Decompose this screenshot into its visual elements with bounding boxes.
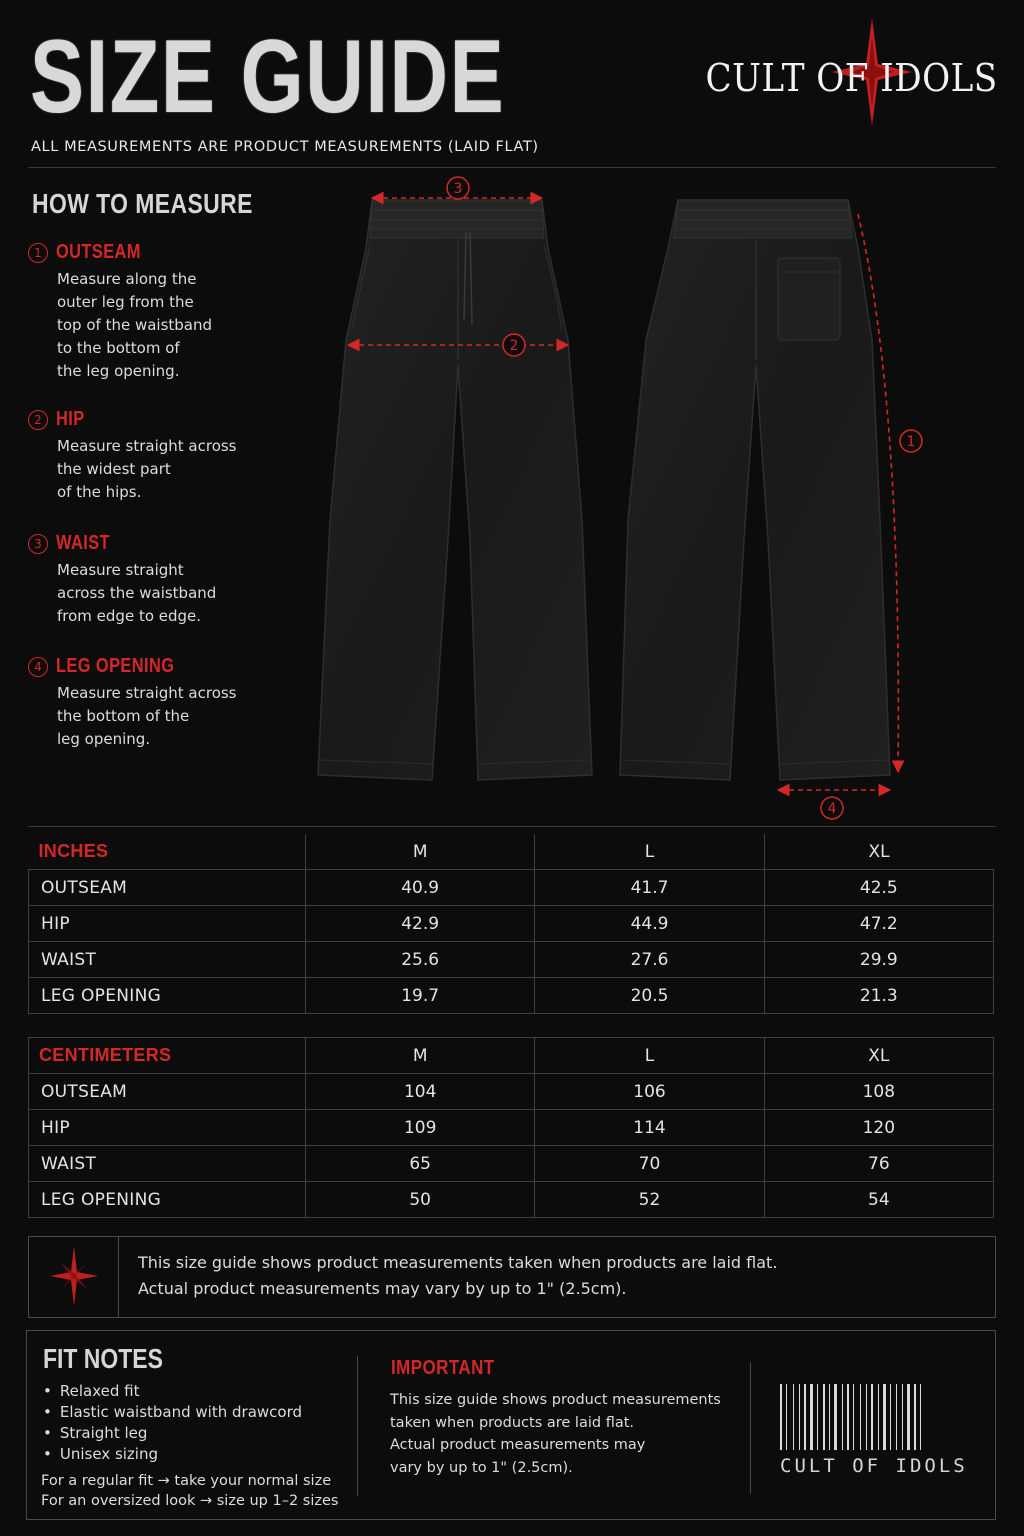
page-title: SIZE GUIDE — [30, 19, 506, 135]
table-cell: 76 — [764, 1146, 993, 1182]
step-number-badge: 1 — [28, 243, 48, 263]
barcode-bar — [878, 1384, 879, 1450]
barcode-bar — [799, 1384, 800, 1450]
table-row — [29, 906, 994, 942]
step-title: OUTSEAM — [56, 241, 141, 263]
section-divider — [357, 1356, 358, 1496]
step-waist-description — [57, 559, 247, 628]
description-line: Measure straight across — [57, 684, 237, 702]
row-label: HIP — [29, 906, 306, 942]
barcode-bar — [847, 1384, 849, 1450]
row-label: OUTSEAM — [29, 870, 306, 906]
page-subtitle: ALL MEASUREMENTS ARE PRODUCT MEASUREMENTS (LAID FLAT) — [31, 139, 539, 155]
list-item: • Relaxed fit — [43, 1381, 302, 1402]
description-line: outer leg from the — [57, 293, 194, 311]
table-cell: 47.2 — [764, 906, 993, 942]
table-cell: 70 — [535, 1146, 764, 1182]
barcode-bar — [920, 1384, 921, 1450]
important-title: IMPORTANT — [391, 1357, 495, 1379]
table-cell: 42.5 — [764, 870, 993, 906]
notice-text — [138, 1250, 777, 1302]
step-title: HIP — [56, 408, 85, 430]
barcode-bar — [817, 1384, 818, 1450]
barcode-bar — [896, 1384, 897, 1450]
how-to-measure-title: HOW TO MEASURE — [32, 188, 253, 219]
barcode-bar — [810, 1384, 813, 1450]
table-cell: 54 — [764, 1182, 993, 1218]
centimeters-size-table — [28, 1037, 994, 1218]
barcode-bar — [793, 1384, 794, 1450]
unit-label-centimeters: CENTIMETERS — [29, 1038, 306, 1074]
table-row — [29, 1110, 994, 1146]
table-row — [29, 870, 994, 906]
barcode-bar — [914, 1384, 916, 1450]
important-line: This size guide shows product measurements — [390, 1392, 721, 1408]
unit-label-inches: INCHES — [29, 834, 306, 870]
important-line: Actual product measurements may — [390, 1437, 646, 1453]
table-cell: 21.3 — [764, 978, 993, 1014]
row-label: LEG OPENING — [29, 1182, 306, 1218]
notice-line: Actual product measurements may vary by up to 1" (2.5cm). — [138, 1279, 627, 1298]
row-label: WAIST — [29, 1146, 306, 1182]
step-title: LEG OPENING — [56, 655, 175, 677]
table-cell: 44.9 — [535, 906, 764, 942]
barcode-bar — [804, 1384, 806, 1450]
list-item: • Elastic waistband with drawcord — [43, 1402, 302, 1423]
table-cell: 40.9 — [306, 870, 535, 906]
description-line: the widest part — [57, 460, 171, 478]
notice-line: This size guide shows product measurements taken when products are laid flat. — [138, 1253, 778, 1272]
description-line: of the hips. — [57, 483, 142, 501]
description-line: top of the waistband — [57, 316, 213, 334]
brand-logo: CULT OF IDOLS — [705, 56, 998, 100]
size-header-l: L — [535, 1038, 764, 1074]
pants-back-view — [620, 200, 890, 780]
table-cell: 52 — [535, 1182, 764, 1218]
step-outseam-heading — [28, 241, 160, 264]
barcode-graphic — [780, 1384, 968, 1450]
barcode-label: CULT OF IDOLS — [780, 1455, 968, 1477]
table-cell: 114 — [535, 1110, 764, 1146]
description-line: Measure along the — [57, 270, 197, 288]
table-cell: 65 — [306, 1146, 535, 1182]
table-cell: 120 — [764, 1110, 993, 1146]
table-cell: 27.6 — [535, 942, 764, 978]
barcode-bar — [860, 1384, 861, 1450]
description-line: the bottom of the — [57, 707, 190, 725]
size-header-l: L — [535, 834, 764, 870]
row-label: HIP — [29, 1110, 306, 1146]
barcode-bar — [907, 1384, 910, 1450]
header-divider — [28, 167, 996, 168]
garment-diagram — [300, 170, 940, 830]
step-title: WAIST — [56, 532, 110, 554]
description-line: from edge to edge. — [57, 607, 202, 625]
description-line: across the waistband — [57, 584, 217, 602]
table-cell: 29.9 — [764, 942, 993, 978]
marker-2-label: 2 — [509, 338, 519, 354]
list-item: • Unisex sizing — [43, 1444, 302, 1465]
barcode-bar — [871, 1384, 873, 1450]
fit-tip-regular: For a regular fit → take your normal size — [41, 1473, 332, 1489]
step-number-badge: 2 — [28, 410, 48, 430]
description-line: the leg opening. — [57, 362, 180, 380]
description-line: Measure straight across — [57, 437, 237, 455]
description-line: to the bottom of — [57, 339, 180, 357]
important-line: taken when products are laid flat. — [390, 1414, 635, 1431]
star-icon — [50, 1246, 98, 1306]
barcode-bar — [883, 1384, 886, 1450]
step-leg-opening-heading — [28, 655, 200, 678]
table-cell: 104 — [306, 1074, 535, 1110]
table-cell: 109 — [306, 1110, 535, 1146]
figure-divider — [28, 826, 996, 827]
list-item: • Straight leg — [43, 1423, 302, 1444]
marker-4-label: 4 — [827, 801, 837, 817]
barcode-bar — [786, 1384, 787, 1450]
row-label: LEG OPENING — [29, 978, 306, 1014]
size-header-xl: XL — [764, 1038, 993, 1074]
step-number-badge: 3 — [28, 534, 48, 554]
section-divider — [750, 1362, 751, 1494]
step-leg-opening-description — [57, 682, 247, 751]
notice-divider — [118, 1236, 119, 1318]
barcode-bar — [866, 1384, 867, 1450]
table-header-row — [29, 834, 994, 870]
step-hip-heading — [28, 408, 91, 431]
table-cell: 42.9 — [306, 906, 535, 942]
barcode-bar — [780, 1384, 782, 1450]
size-header-m: M — [306, 834, 535, 870]
barcode-bar — [829, 1384, 830, 1450]
important-text — [390, 1389, 721, 1479]
table-cell: 25.6 — [306, 942, 535, 978]
description-line: Measure straight — [57, 561, 184, 579]
barcode-bar — [823, 1384, 825, 1450]
table-cell: 106 — [535, 1074, 764, 1110]
barcode-bar — [842, 1384, 843, 1450]
table-row — [29, 942, 994, 978]
description-line: leg opening. — [57, 730, 151, 748]
fit-tip-oversized: For an oversized look → size up 1–2 sizes — [41, 1493, 339, 1509]
barcode-bar — [890, 1384, 891, 1450]
marker-1-label: 1 — [906, 434, 916, 450]
table-cell: 19.7 — [306, 978, 535, 1014]
inches-size-table — [28, 834, 994, 1014]
barcode-bar — [853, 1384, 854, 1450]
table-cell: 20.5 — [535, 978, 764, 1014]
marker-3-label: 3 — [453, 181, 463, 197]
barcode-bar — [834, 1384, 837, 1450]
size-header-xl: XL — [764, 834, 993, 870]
row-label: WAIST — [29, 942, 306, 978]
table-row — [29, 1146, 994, 1182]
important-line: vary by up to 1" (2.5cm). — [390, 1459, 573, 1476]
fit-tips — [41, 1471, 338, 1511]
fit-notes-title: FIT NOTES — [43, 1343, 163, 1374]
row-label: OUTSEAM — [29, 1074, 306, 1110]
table-row — [29, 1182, 994, 1218]
table-header-row — [29, 1038, 994, 1074]
table-cell: 108 — [764, 1074, 993, 1110]
step-hip-description — [57, 435, 247, 504]
size-header-m: M — [306, 1038, 535, 1074]
step-outseam-description — [57, 268, 247, 383]
table-row — [29, 1074, 994, 1110]
barcode-bar — [902, 1384, 903, 1450]
fit-notes-list — [43, 1381, 302, 1465]
table-cell: 50 — [306, 1182, 535, 1218]
table-row — [29, 978, 994, 1014]
step-number-badge: 4 — [28, 657, 48, 677]
table-cell: 41.7 — [535, 870, 764, 906]
step-waist-heading — [28, 532, 122, 555]
pants-front-view — [318, 200, 592, 780]
